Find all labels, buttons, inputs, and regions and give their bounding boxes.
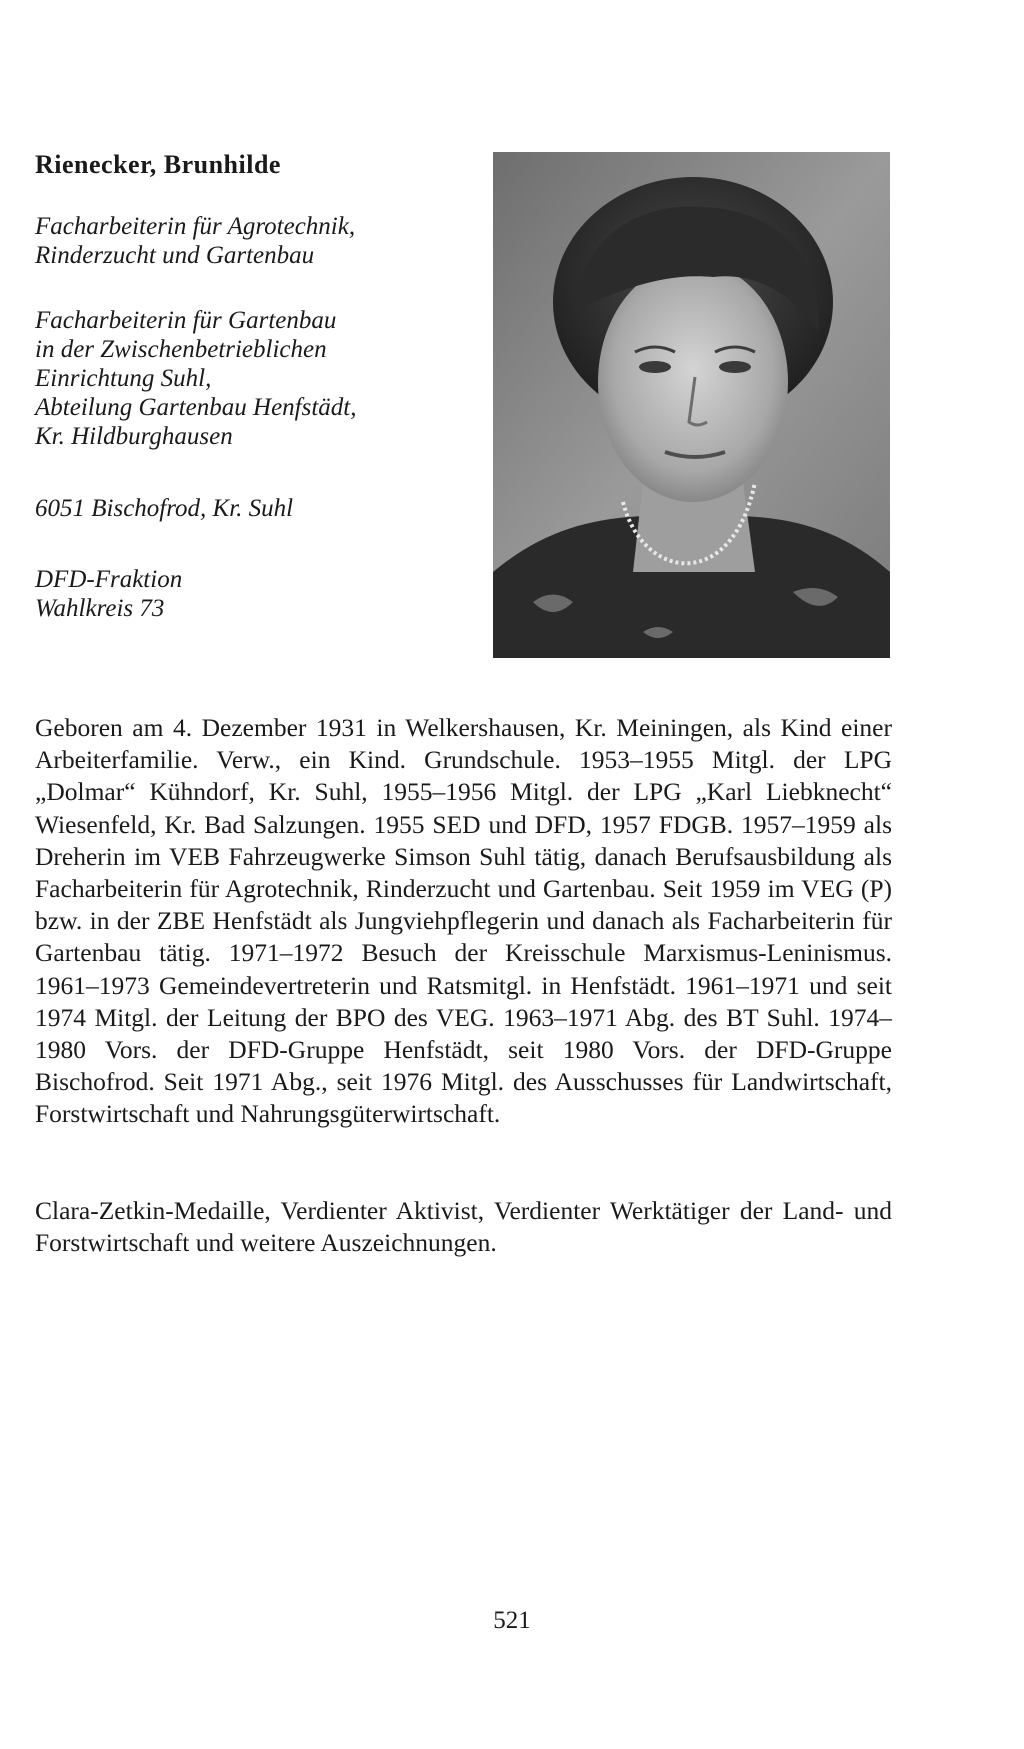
workplace-block — [35, 306, 475, 451]
constituency-line: Wahlkreis 73 — [35, 595, 165, 622]
awards-text: Clara-Zetkin-Medaille, Verdienter Aktivist, Verdienter Werktätiger der Land- und Forstwirtschaft und weitere Auszeichnungen. — [35, 1196, 892, 1258]
profession-block — [35, 212, 475, 270]
profession-line: Rinderzucht und Gartenbau — [35, 242, 315, 269]
workplace-line: Facharbeiterin für Gartenbau — [35, 307, 337, 334]
address-line: 6051 Bischofrod, Kr. Suhl — [35, 495, 294, 522]
portrait-photo — [493, 152, 890, 658]
profession-line: Facharbeiterin für Agrotechnik, — [35, 213, 356, 240]
faction-line: DFD-Fraktion — [35, 566, 183, 593]
person-name: Rienecker, Brunhilde — [35, 150, 281, 179]
workplace-line: Einrichtung Suhl, — [35, 365, 212, 392]
workplace-line: Abteilung Gartenbau Henfstädt, — [35, 394, 357, 421]
page-number: 521 — [493, 1607, 531, 1634]
workplace-line: in der Zwischenbetrieblichen — [35, 336, 327, 363]
faction-block — [35, 565, 475, 623]
address-block — [35, 494, 475, 523]
workplace-line: Kr. Hildburghausen — [35, 423, 233, 450]
biography-text: Geboren am 4. Dezember 1931 in Welkershausen, Kr. Meiningen, als Kind einer Arbeiterfamilie. Verw., ein Kind. Grundschule. 1953–1955 Mitgl. der LPG „Dolmar“ Kühndorf, Kr. Suhl, 1955–1956 Mitgl. der LPG „Karl Liebknecht“ Wiesenfeld, Kr. Bad Salzungen. 1955 SED und DFD, 1957 FDGB. 1957–1959 als Dreherin im VEB Fahrzeugwerke Simson Suhl tätig, danach Berufsausbildung als Facharbeiterin für Agrotechnik, Rinderzucht und Gartenbau. Seit 1959 im VEG (P) bzw. in der ZBE Henfstädt als Jungviehpflegerin und danach als Facharbeiterin für Gartenbau tätig. 1971–1972 Besuch der Kreisschule Marxismus-Leninismus. 1961–1973 Gemeindevertreterin und Ratsmitgl. in Henfstädt. 1961–1971 und seit 1974 Mitgl. der Leitung der BPO des VEG. 1963–1971 Abg. des BT Suhl. 1974–1980 Vors. der DFD-Gruppe Henfstädt, seit 1980 Vors. der DFD-Gruppe Bischofrod. Seit 1971 Abg., seit 1976 Mitgl. des Ausschusses für Landwirtschaft, Forstwirtschaft und Nahrungsgüterwirtschaft. — [35, 713, 892, 1129]
